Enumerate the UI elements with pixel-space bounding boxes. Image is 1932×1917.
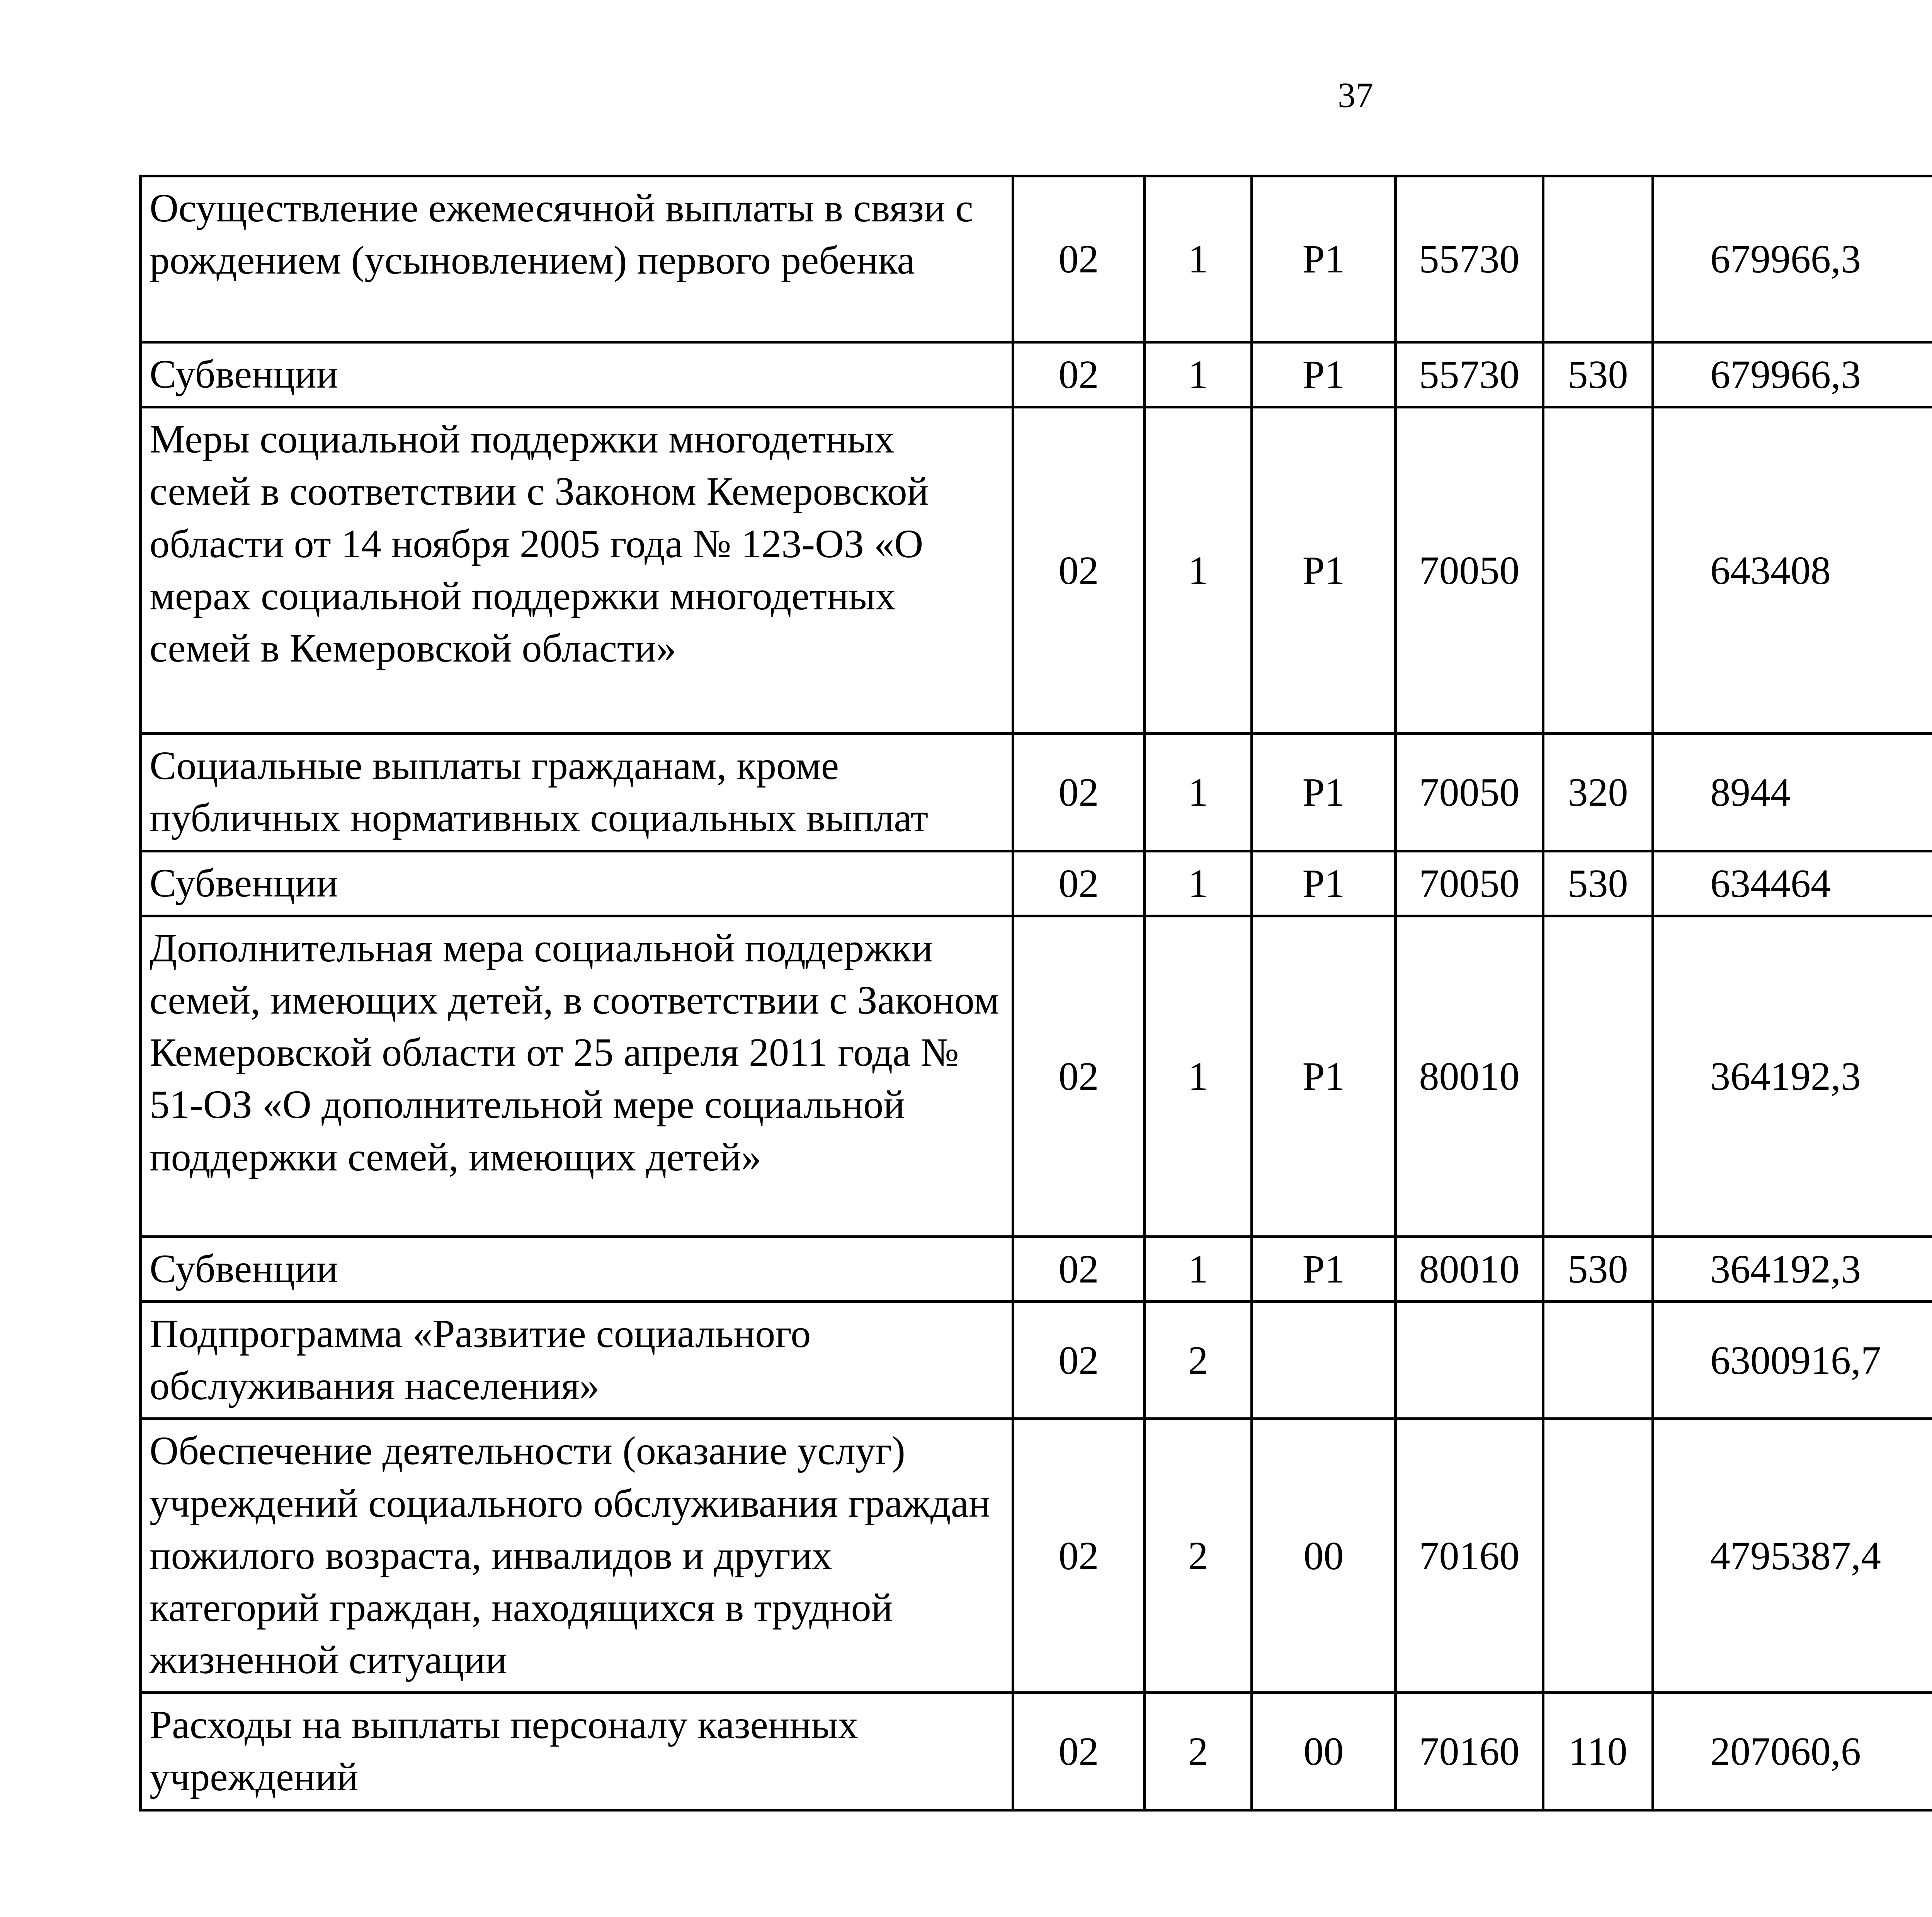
- program-code-cell: 02: [1013, 342, 1145, 407]
- main-event-code-cell: Р1: [1252, 342, 1396, 407]
- main-event-code-cell: 00: [1252, 1693, 1396, 1810]
- expense-type-cell: 530: [1543, 342, 1653, 407]
- main-event-code-cell: [1252, 1301, 1396, 1419]
- expense-direction-cell: 55730: [1396, 176, 1543, 342]
- subprogram-code-cell: 1: [1145, 1237, 1252, 1301]
- expense-type-cell: 320: [1543, 734, 1653, 851]
- expense-direction-cell: 70160: [1396, 1693, 1543, 1810]
- row-name-cell: Субвенции: [141, 342, 1013, 407]
- row-name-cell: Субвенции: [141, 1237, 1013, 1301]
- table-body: [141, 176, 1932, 1810]
- program-code-cell: 02: [1013, 1301, 1145, 1419]
- main-event-code-cell: Р1: [1252, 851, 1396, 916]
- amount-year1-cell: 634464: [1653, 851, 1932, 916]
- row-name-cell: Обеспечение деятельности (оказание услуг) учреждений социального обслуживания граждан пожилого возраста, инвалидов и других категорий граждан, находящихся в трудной жизненной ситуации: [141, 1419, 1013, 1693]
- program-code-cell: 02: [1013, 176, 1145, 342]
- table-row: [141, 1301, 1932, 1419]
- amount-year1-cell: 6300916,7: [1653, 1301, 1932, 1419]
- row-name-cell: Осуществление ежемесячной выплаты в связи с рождением (усыновлением) первого ребенка: [141, 176, 1013, 342]
- subprogram-code-cell: 1: [1145, 916, 1252, 1237]
- amount-year1-cell: 4795387,4: [1653, 1419, 1932, 1693]
- row-name-cell: Социальные выплаты гражданам, кроме публичных нормативных социальных выплат: [141, 734, 1013, 851]
- amount-year1-cell: 207060,6: [1653, 1693, 1932, 1810]
- expense-type-cell: [1543, 916, 1653, 1237]
- subprogram-code-cell: 1: [1145, 176, 1252, 342]
- table-row: [141, 342, 1932, 407]
- row-name-cell: Субвенции: [141, 851, 1013, 916]
- main-event-code-cell: 00: [1252, 1419, 1396, 1693]
- amount-year1-cell: 364192,3: [1653, 916, 1932, 1237]
- table-row: [141, 734, 1932, 851]
- table-row: [141, 1237, 1932, 1301]
- program-code-cell: 02: [1013, 407, 1145, 734]
- expense-direction-cell: 70160: [1396, 1419, 1543, 1693]
- expense-direction-cell: [1396, 1301, 1543, 1419]
- main-event-code-cell: Р1: [1252, 1237, 1396, 1301]
- budget-table: [139, 175, 1932, 1812]
- expense-direction-cell: 80010: [1396, 916, 1543, 1237]
- expense-direction-cell: 70050: [1396, 734, 1543, 851]
- program-code-cell: 02: [1013, 851, 1145, 916]
- subprogram-code-cell: 1: [1145, 407, 1252, 734]
- expense-type-cell: 530: [1543, 1237, 1653, 1301]
- amount-year1-cell: 364192,3: [1653, 1237, 1932, 1301]
- amount-year1-cell: 643408: [1653, 407, 1932, 734]
- program-code-cell: 02: [1013, 1419, 1145, 1693]
- expense-type-cell: [1543, 1301, 1653, 1419]
- program-code-cell: 02: [1013, 1693, 1145, 1810]
- program-code-cell: 02: [1013, 1237, 1145, 1301]
- subprogram-code-cell: 1: [1145, 342, 1252, 407]
- table-row: [141, 916, 1932, 1237]
- subprogram-code-cell: 1: [1145, 734, 1252, 851]
- row-name-cell: Меры социальной поддержки многодетных семей в соответствии с Законом Кемеровской области от 14 ноября 2005 года № 123-ОЗ «О мерах социальной поддержки многодетных семей в Кемеровской области»: [141, 407, 1013, 734]
- expense-direction-cell: 80010: [1396, 1237, 1543, 1301]
- subprogram-code-cell: 2: [1145, 1693, 1252, 1810]
- amount-year1-cell: 8944: [1653, 734, 1932, 851]
- expense-direction-cell: 55730: [1396, 342, 1543, 407]
- program-code-cell: 02: [1013, 916, 1145, 1237]
- expense-direction-cell: 70050: [1396, 407, 1543, 734]
- row-name-cell: Подпрограмма «Развитие социального обслуживания населения»: [141, 1301, 1013, 1419]
- subprogram-code-cell: 1: [1145, 851, 1252, 916]
- table-row: [141, 1693, 1932, 1810]
- expense-type-cell: [1543, 407, 1653, 734]
- row-name-cell: Дополнительная мера социальной поддержки семей, имеющих детей, в соответствии с Законом Кемеровской области от 25 апреля 2011 года № 51-ОЗ «О дополнительной мере социальной поддержки семей, имеющих детей»: [141, 916, 1013, 1237]
- table-row: [141, 407, 1932, 734]
- amount-year1-cell: 679966,3: [1653, 342, 1932, 407]
- subprogram-code-cell: 2: [1145, 1301, 1252, 1419]
- table-row: [141, 176, 1932, 342]
- subprogram-code-cell: 2: [1145, 1419, 1252, 1693]
- table-row: [141, 851, 1932, 916]
- page-number: 37: [1338, 75, 1373, 115]
- main-event-code-cell: Р1: [1252, 734, 1396, 851]
- expense-type-cell: 530: [1543, 851, 1653, 916]
- main-event-code-cell: Р1: [1252, 176, 1396, 342]
- program-code-cell: 02: [1013, 734, 1145, 851]
- expense-type-cell: [1543, 1419, 1653, 1693]
- amount-year1-cell: 679966,3: [1653, 176, 1932, 342]
- expense-direction-cell: 70050: [1396, 851, 1543, 916]
- expense-type-cell: [1543, 176, 1653, 342]
- row-name-cell: Расходы на выплаты персоналу казенных учреждений: [141, 1693, 1013, 1810]
- main-event-code-cell: Р1: [1252, 916, 1396, 1237]
- table-row: [141, 1419, 1932, 1693]
- expense-type-cell: 110: [1543, 1693, 1653, 1810]
- main-event-code-cell: Р1: [1252, 407, 1396, 734]
